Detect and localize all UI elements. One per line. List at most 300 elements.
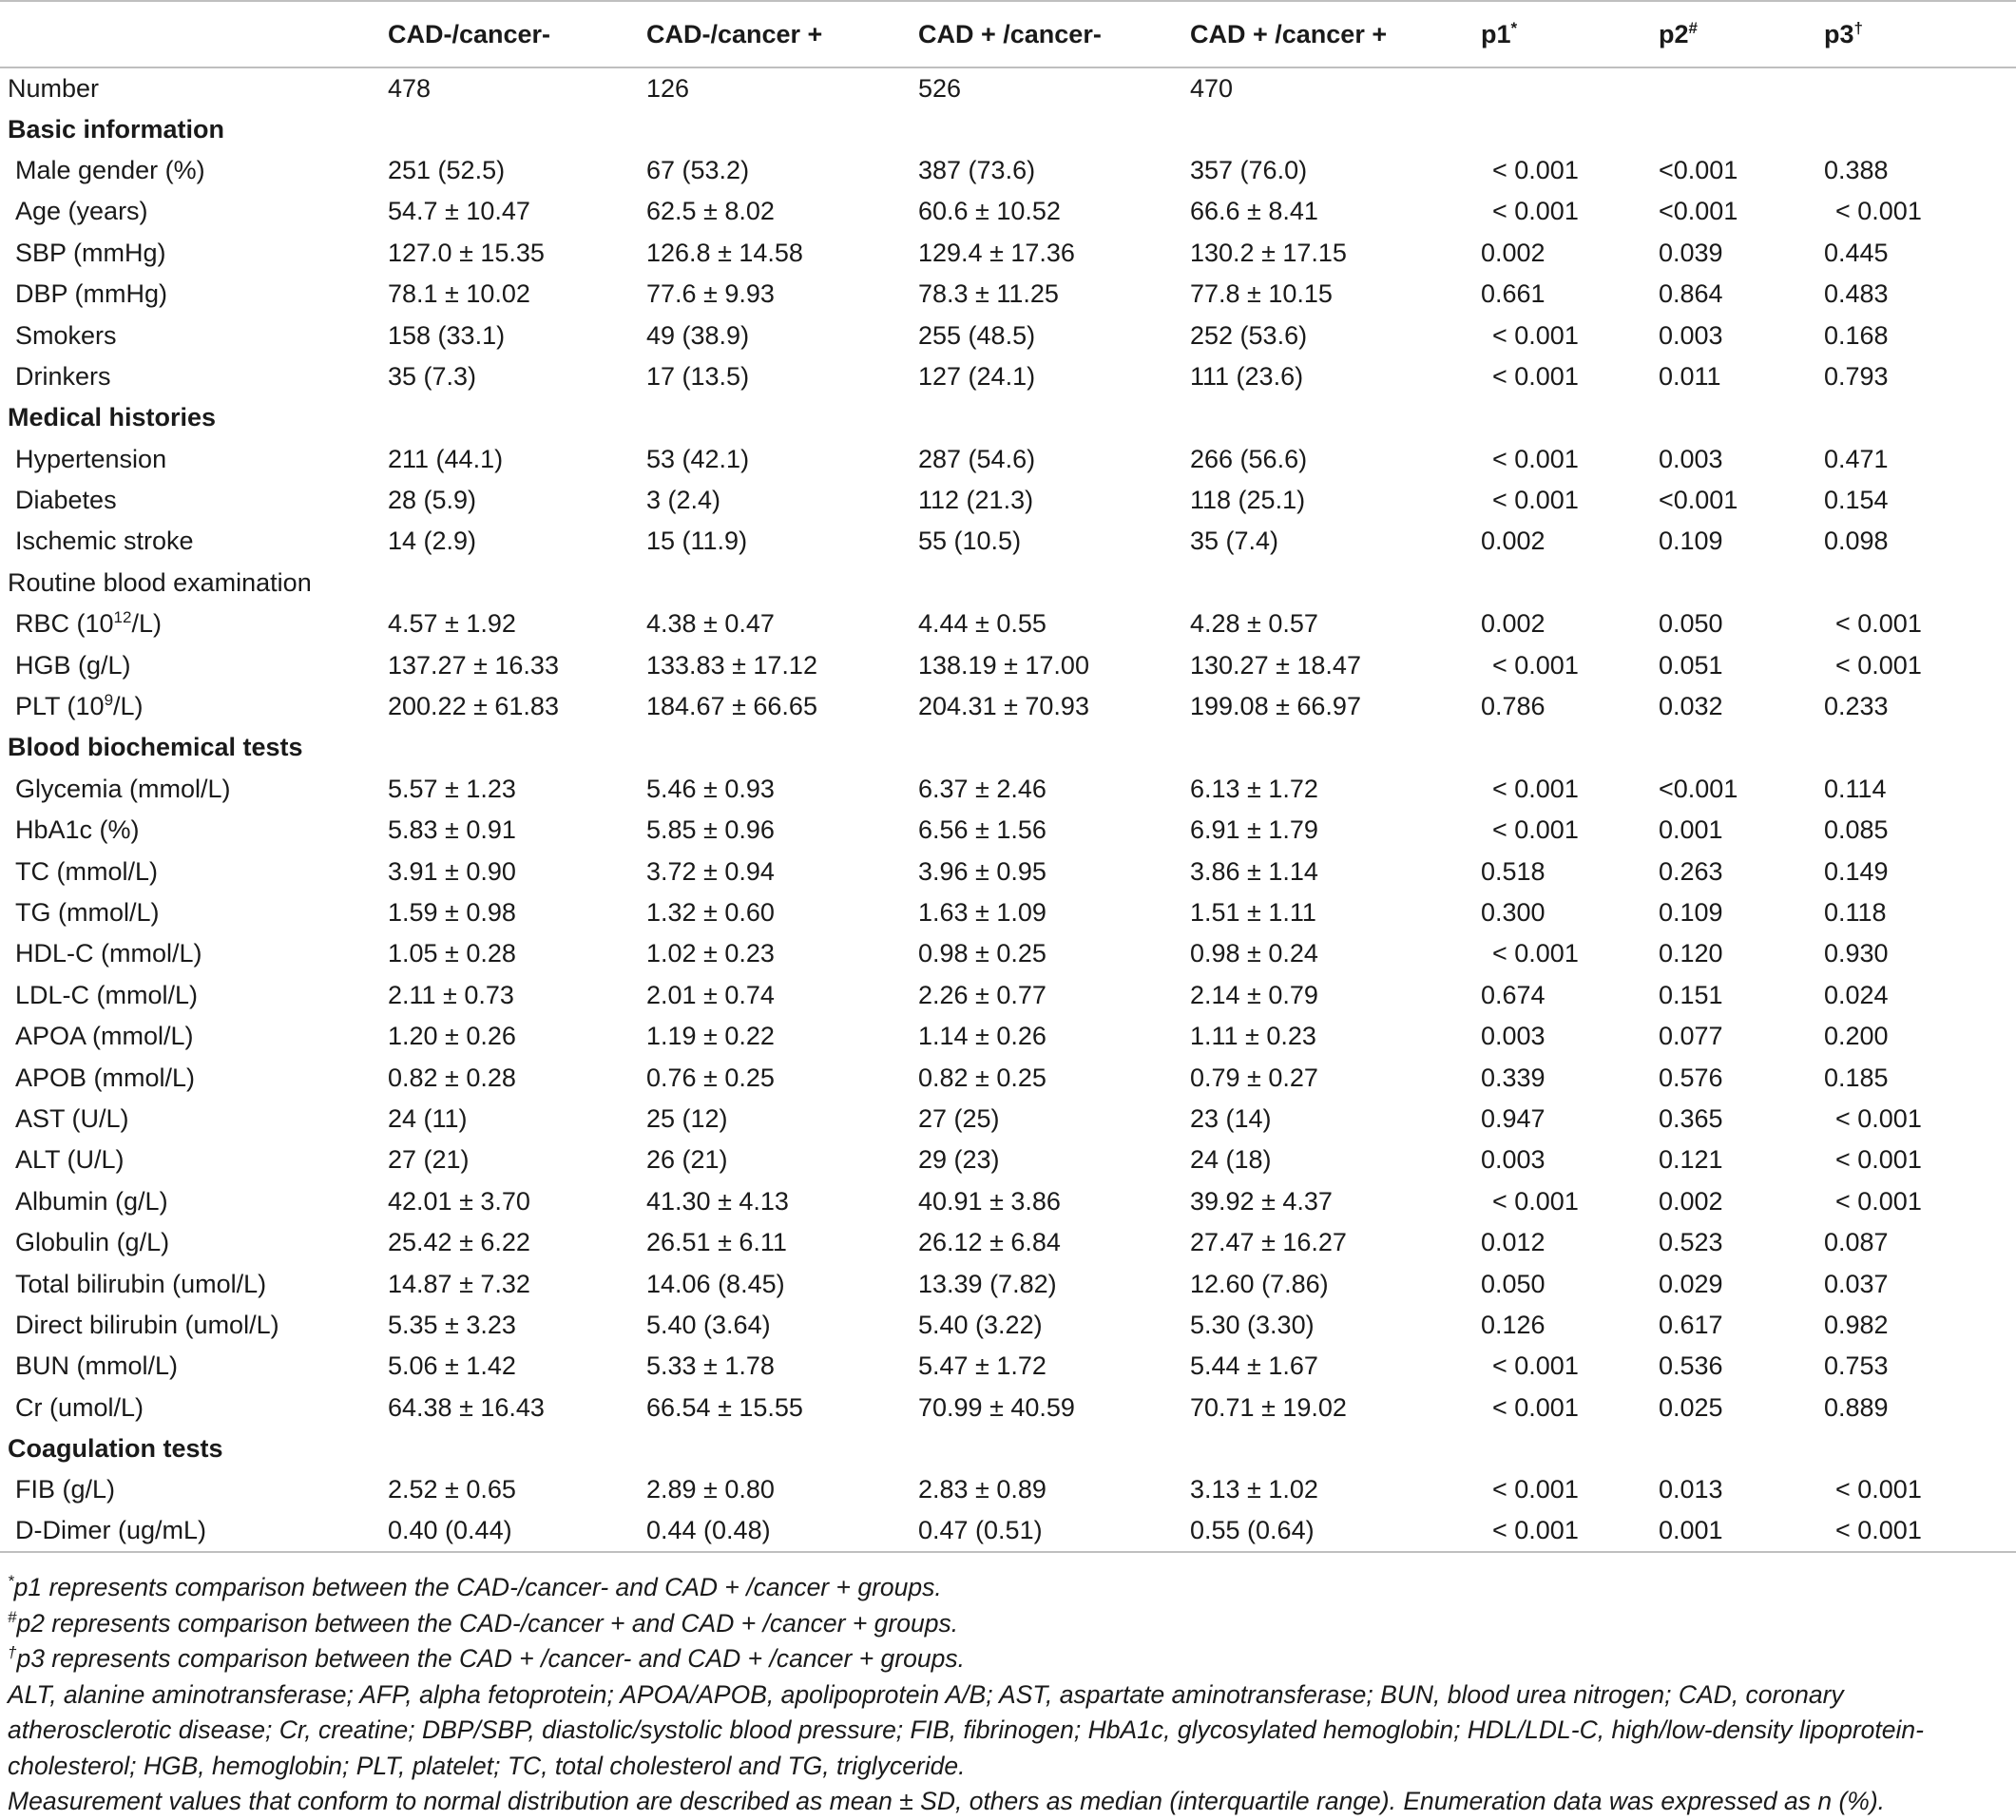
cell-cad-pos-cancer-pos: 0.55 (0.64) — [1190, 1511, 1481, 1552]
cell-p3: 0.185 — [1824, 1063, 1889, 1092]
cell-cad-pos-cancer-neg: 387 (73.6) — [918, 155, 1036, 184]
cell-cad-pos-cancer-pos: 35 (7.4) — [1190, 527, 1279, 556]
cell-p2: 0.576 — [1659, 1063, 1723, 1092]
cell-cad-pos-cancer-pos: 199.08 ± 66.97 — [1190, 692, 1361, 721]
row-label: APOB (mmol/L) — [15, 1063, 196, 1092]
cell-p3: 0.793 — [1824, 361, 1889, 391]
row-label: LDL-C (mmol/L) — [15, 980, 199, 1009]
cell-cad-pos-cancer-neg: 0.98 ± 0.25 — [918, 939, 1046, 968]
cell-cad-neg-cancer-pos: 0.76 ± 0.25 — [646, 1063, 775, 1092]
cell-p1: < 0.001 — [1492, 155, 1579, 184]
cell-p3: 0.388 — [1824, 155, 1889, 184]
cell-cad-neg-cancer-neg: 5.57 ± 1.23 — [388, 774, 516, 803]
cell-p3: 0.471 — [1824, 444, 1889, 473]
cell-p2 — [1659, 727, 1824, 768]
cell-cad-pos-cancer-neg: 29 (23) — [918, 1145, 1000, 1175]
cell-cad-pos-cancer-pos: 1.11 ± 0.23 — [1190, 1022, 1316, 1051]
cell-cad-neg-cancer-neg: 478 — [388, 73, 432, 103]
cell-cad-neg-cancer-neg: 1.05 ± 0.28 — [388, 939, 516, 968]
cell-cad-neg-cancer-pos: 25 (12) — [646, 1103, 728, 1133]
header-p1: p1* — [1481, 1, 1659, 67]
cell-cad-pos-cancer-pos: 0.79 ± 0.27 — [1190, 1063, 1318, 1092]
cell-p1: 0.012 — [1481, 1228, 1546, 1257]
cell-cad-neg-cancer-pos: 1.19 ± 0.22 — [646, 1022, 775, 1051]
cell-p1: 0.947 — [1481, 1103, 1546, 1133]
cell-cad-pos-cancer-neg: 60.6 ± 10.52 — [918, 197, 1061, 226]
cell-p1: 0.002 — [1481, 609, 1546, 639]
header-cad-pos-cancer-neg: CAD + /cancer- — [918, 1, 1190, 67]
cell-p3: < 0.001 — [1835, 650, 1922, 680]
cell-p3: 0.200 — [1824, 1022, 1889, 1051]
cell-p2: 0.002 — [1659, 1186, 1723, 1216]
cell-cad-pos-cancer-pos: 70.71 ± 19.02 — [1190, 1392, 1347, 1422]
cell-cad-pos-cancer-neg: 6.56 ± 1.56 — [918, 815, 1046, 845]
cell-cad-pos-cancer-pos: 3.13 ± 1.02 — [1190, 1475, 1318, 1504]
cell-p1: < 0.001 — [1492, 486, 1579, 515]
cell-p1: < 0.001 — [1492, 650, 1579, 680]
row-label: Hypertension — [15, 444, 167, 473]
cell-cad-pos-cancer-pos: 130.2 ± 17.15 — [1190, 238, 1347, 267]
footnote-p1: *p1 represents comparison between the CAD-/cancer- and CAD + /cancer + groups. — [8, 1572, 942, 1601]
cell-p1: < 0.001 — [1492, 1186, 1579, 1216]
cell-cad-pos-cancer-pos: 23 (14) — [1190, 1103, 1272, 1133]
table-row-albumin — [0, 1181, 2016, 1222]
table-row-number — [0, 67, 2016, 108]
cell-p2: <0.001 — [1659, 197, 1738, 226]
cell-cad-pos-cancer-neg: 204.31 ± 70.93 — [918, 692, 1089, 721]
cell-cad-pos-cancer-neg: 5.40 (3.22) — [918, 1310, 1043, 1339]
cell-cad-pos-cancer-pos: 252 (53.6) — [1190, 320, 1308, 350]
cell-p2: 0.003 — [1659, 320, 1723, 350]
cell-cad-neg-cancer-neg: 64.38 ± 16.43 — [388, 1392, 545, 1422]
cell-cad-neg-cancer-neg: 14 (2.9) — [388, 527, 477, 556]
row-label: Drinkers — [15, 361, 111, 391]
cell-p1 — [1481, 397, 1659, 438]
cell-cad-pos-cancer-neg — [918, 397, 1190, 438]
cell-cad-pos-cancer-neg: 26.12 ± 6.84 — [918, 1228, 1061, 1257]
cell-cad-neg-cancer-neg: 1.20 ± 0.26 — [388, 1022, 516, 1051]
cell-cad-pos-cancer-pos: 3.86 ± 1.14 — [1190, 856, 1318, 886]
cell-p1: 0.002 — [1481, 527, 1546, 556]
row-label: Globulin (g/L) — [15, 1228, 170, 1257]
cell-p3: < 0.001 — [1824, 1511, 2016, 1552]
section-row-basic — [0, 108, 2016, 149]
row-label: TC (mmol/L) — [15, 856, 158, 886]
cell-p3 — [1824, 108, 2016, 149]
cell-cad-neg-cancer-pos: 1.02 ± 0.23 — [646, 939, 775, 968]
cell-p1: < 0.001 — [1492, 320, 1579, 350]
cell-cad-pos-cancer-neg: 1.63 ± 1.09 — [918, 898, 1046, 927]
cell-cad-neg-cancer-pos: 3.72 ± 0.94 — [646, 856, 775, 886]
cell-p1 — [1481, 727, 1659, 768]
cell-p1: < 0.001 — [1492, 774, 1579, 803]
row-label: DBP (mmHg) — [15, 279, 168, 309]
cell-cad-neg-cancer-neg: 24 (11) — [388, 1103, 468, 1133]
cell-cad-pos-cancer-pos: 130.27 ± 18.47 — [1190, 650, 1361, 680]
table-row-sbp — [0, 233, 2016, 274]
footnote-measurement: Measurement values that conform to normal distribution are described as mean ± SD, others as median (interquartile range). Enumeration data was expressed as n (%). — [8, 1787, 1886, 1815]
row-label: ALT (U/L) — [15, 1145, 125, 1175]
row-label: Male gender (%) — [15, 155, 205, 184]
section-row-routine — [0, 563, 2016, 603]
cell-cad-neg-cancer-pos: 26 (21) — [646, 1145, 728, 1175]
cell-cad-pos-cancer-neg: 112 (21.3) — [918, 486, 1034, 515]
row-label: PLT $(10^9/L)$ — [15, 691, 144, 721]
cell-cad-pos-cancer-neg: 255 (48.5) — [918, 320, 1036, 350]
cell-cad-pos-cancer-pos: 66.6 ± 8.41 — [1190, 197, 1318, 226]
cell-p2: 0.523 — [1659, 1228, 1723, 1257]
cell-cad-pos-cancer-pos — [1190, 727, 1481, 768]
cell-cad-neg-cancer-neg — [388, 108, 646, 149]
table-row-apob — [0, 1057, 2016, 1098]
row-label: Routine blood examination — [8, 567, 312, 597]
cell-cad-neg-cancer-pos — [646, 727, 918, 768]
table-row-dbil — [0, 1305, 2016, 1346]
row-label: FIB (g/L) — [15, 1475, 116, 1504]
table-row-tbil — [0, 1263, 2016, 1304]
cell-p3 — [1824, 727, 2016, 768]
footnote-abbreviations: ALT, alanine aminotransferase; AFP, alpha fetoprotein; APOA/APOB, apolipoprotein A/B; AST, aspartate aminotransferase; BUN, blood urea nitrogen; CAD, coronary atherosclerotic disease; Cr, creatine; DBP/SBP, diastolic/systolic blood pressure; FIB, fibrinogen; HbA1c, glycosylated hemoglobin; HDL/LDL-C, high/low-density lipoprotein-cholesterol; HGB, hemoglobin; PLT, platelet; TC, total cholesterol and TG, triglyceride. — [8, 1679, 1924, 1780]
cell-cad-neg-cancer-neg: 78.1 ± 10.02 — [388, 279, 530, 309]
row-label: Direct bilirubin (umol/L) — [15, 1310, 279, 1339]
table-row-fib — [0, 1469, 2016, 1510]
cell-cad-pos-cancer-pos: 266 (56.6) — [1190, 444, 1308, 473]
cell-p3: 0.154 — [1824, 486, 1889, 515]
cell-p3: 0.098 — [1824, 527, 1889, 556]
cell-p3 — [1824, 563, 2016, 603]
cell-p1: 0.050 — [1481, 1269, 1546, 1298]
cell-p1: 0.126 — [1481, 1310, 1546, 1339]
table-row-hypertension — [0, 439, 2016, 480]
cell-p3: 0.168 — [1824, 320, 1889, 350]
cell-p3: 0.445 — [1824, 238, 1889, 267]
cell-cad-neg-cancer-pos — [646, 563, 918, 603]
cell-p1: < 0.001 — [1492, 361, 1579, 391]
cell-cad-neg-cancer-pos: 15 (11.9) — [646, 527, 748, 556]
cell-cad-neg-cancer-neg: 127.0 ± 15.35 — [388, 238, 545, 267]
cell-cad-neg-cancer-pos: 5.33 ± 1.78 — [646, 1351, 775, 1381]
cell-cad-pos-cancer-pos: 118 (25.1) — [1190, 486, 1306, 515]
row-label: Blood biochemical tests — [8, 733, 303, 762]
cell-cad-pos-cancer-pos: 39.92 ± 4.37 — [1190, 1186, 1333, 1216]
cell-cad-neg-cancer-pos: 5.40 (3.64) — [646, 1310, 771, 1339]
cell-cad-neg-cancer-pos: 14.06 (8.45) — [646, 1269, 785, 1298]
cell-p1 — [1481, 1428, 1659, 1469]
cell-cad-neg-cancer-neg: 1.59 ± 0.98 — [388, 898, 516, 927]
cell-cad-pos-cancer-pos: 2.14 ± 0.79 — [1190, 980, 1318, 1009]
cell-cad-pos-cancer-neg: 127 (24.1) — [918, 361, 1036, 391]
cell-cad-neg-cancer-pos: 5.85 ± 0.96 — [646, 815, 775, 845]
cell-cad-pos-cancer-pos — [1190, 563, 1481, 603]
cell-cad-pos-cancer-pos: 470 — [1190, 73, 1234, 103]
row-label: TG (mmol/L) — [15, 898, 160, 927]
cell-p2 — [1659, 563, 1824, 603]
header-row — [0, 1, 2016, 67]
header-p2: p2# — [1659, 1, 1824, 67]
cell-cad-pos-cancer-pos: 1.51 ± 1.11 — [1190, 898, 1316, 927]
cell-cad-pos-cancer-pos: 5.30 (3.30) — [1190, 1310, 1315, 1339]
cell-cad-pos-cancer-pos: 24 (18) — [1190, 1145, 1272, 1175]
cell-p2: 0.011 — [1659, 361, 1721, 391]
cell-p3: 0.233 — [1824, 692, 1889, 721]
table-row-plt — [0, 686, 2016, 727]
table-row-cr — [0, 1388, 2016, 1428]
row-label: Total bilirubin (umol/L) — [15, 1269, 267, 1298]
table-row-hba1c — [0, 810, 2016, 851]
cell-cad-pos-cancer-neg: 40.91 ± 3.86 — [918, 1186, 1061, 1216]
cell-cad-neg-cancer-neg: 0.82 ± 0.28 — [388, 1063, 516, 1092]
cell-cad-pos-cancer-pos: 6.13 ± 1.72 — [1190, 774, 1318, 803]
cell-p2: 0.013 — [1659, 1475, 1723, 1504]
cell-cad-neg-cancer-neg — [388, 727, 646, 768]
cell-p2: 0.001 — [1659, 1511, 1824, 1552]
cell-cad-pos-cancer-pos — [1190, 1428, 1481, 1469]
cell-p1: 0.518 — [1481, 856, 1546, 886]
cell-p3: 0.753 — [1824, 1351, 1889, 1381]
row-label: HDL-C (mmol/L) — [15, 939, 202, 968]
row-label: Cr (umol/L) — [15, 1392, 144, 1422]
cell-cad-pos-cancer-neg: 0.82 ± 0.25 — [918, 1063, 1046, 1092]
cell-cad-pos-cancer-neg: 78.3 ± 11.25 — [918, 279, 1059, 309]
cell-p2: 0.120 — [1659, 939, 1723, 968]
cell-cad-neg-cancer-neg: 3.91 ± 0.90 — [388, 856, 516, 886]
row-label: HGB (g/L) — [15, 650, 131, 680]
cell-p3: 0.037 — [1824, 1269, 1889, 1298]
table-row-smokers — [0, 315, 2016, 355]
cell-cad-pos-cancer-neg: 3.96 ± 0.95 — [918, 856, 1046, 886]
cell-cad-neg-cancer-pos: 126 — [646, 73, 690, 103]
cell-cad-neg-cancer-pos: 5.46 ± 0.93 — [646, 774, 775, 803]
cell-p3: < 0.001 — [1835, 609, 1922, 639]
row-label: Diabetes — [15, 486, 117, 515]
cell-p2: 0.864 — [1659, 279, 1723, 309]
cell-cad-neg-cancer-pos: 49 (38.9) — [646, 320, 750, 350]
table-row-alt — [0, 1140, 2016, 1180]
row-label: APOA (mmol/L) — [15, 1022, 194, 1051]
cell-p1 — [1481, 563, 1659, 603]
cell-cad-neg-cancer-pos: 17 (13.5) — [646, 361, 750, 391]
cell-p3: 0.118 — [1824, 898, 1887, 927]
cell-cad-neg-cancer-pos: 77.6 ± 9.93 — [646, 279, 775, 309]
row-label: D-Dimer (ug/mL) — [0, 1511, 388, 1552]
table-row-tc — [0, 851, 2016, 891]
cell-cad-pos-cancer-pos: 6.91 ± 1.79 — [1190, 815, 1318, 845]
cell-p2: 0.077 — [1659, 1022, 1723, 1051]
cell-cad-pos-cancer-pos: 357 (76.0) — [1190, 155, 1308, 184]
cell-p3 — [1824, 1428, 2016, 1469]
cell-p1: 0.300 — [1481, 898, 1546, 927]
cell-p3: 0.087 — [1824, 1228, 1889, 1257]
table-row-apoa — [0, 1016, 2016, 1057]
cell-cad-pos-cancer-neg: 1.14 ± 0.26 — [918, 1022, 1046, 1051]
cell-p2: 0.617 — [1659, 1310, 1723, 1339]
footnote-p3: †p3 represents comparison between the CAD + /cancer- and CAD + /cancer + groups. — [8, 1643, 965, 1673]
table-row-globulin — [0, 1222, 2016, 1263]
cell-cad-pos-cancer-pos: 5.44 ± 1.67 — [1190, 1351, 1318, 1381]
cell-p2: 0.365 — [1659, 1103, 1723, 1133]
cell-p1: 0.661 — [1481, 279, 1546, 309]
row-label: Medical histories — [8, 403, 217, 432]
row-label: RBC $(10^{12}/L)$ — [15, 608, 162, 639]
table-row-diabetes — [0, 480, 2016, 521]
cell-p3: 0.889 — [1824, 1392, 1889, 1422]
cell-p2: 0.003 — [1659, 444, 1723, 473]
cell-cad-neg-cancer-pos — [646, 397, 918, 438]
row-label: Albumin (g/L) — [15, 1186, 168, 1216]
row-label: Number — [8, 73, 100, 103]
cell-cad-pos-cancer-neg — [918, 727, 1190, 768]
cell-cad-pos-cancer-neg: 13.39 (7.82) — [918, 1269, 1057, 1298]
table-row-tg — [0, 892, 2016, 933]
cell-p3: < 0.001 — [1835, 1475, 1922, 1504]
row-label: AST (U/L) — [15, 1103, 129, 1133]
cell-cad-neg-cancer-pos: 184.67 ± 66.65 — [646, 692, 817, 721]
cell-p2: <0.001 — [1659, 774, 1738, 803]
table-row-ldl — [0, 975, 2016, 1016]
cell-p3: 0.024 — [1824, 980, 1889, 1009]
cell-p1: 0.003 — [1481, 1022, 1546, 1051]
table-row-bun — [0, 1346, 2016, 1387]
footnote-p2: #p2 represents comparison between the CAD-/cancer + and CAD + /cancer + groups. — [8, 1607, 959, 1638]
cell-cad-neg-cancer-pos: 66.54 ± 15.55 — [646, 1392, 803, 1422]
cell-cad-neg-cancer-neg: 5.06 ± 1.42 — [388, 1351, 516, 1381]
cell-p3: < 0.001 — [1835, 1145, 1922, 1175]
section-row-coag — [0, 1428, 2016, 1469]
cell-p1: < 0.001 — [1492, 197, 1579, 226]
cell-cad-pos-cancer-pos: 4.28 ± 0.57 — [1190, 609, 1318, 639]
cell-cad-neg-cancer-neg: 27 (21) — [388, 1145, 470, 1175]
cell-p2: 0.025 — [1659, 1392, 1723, 1422]
cell-cad-neg-cancer-pos: 4.38 ± 0.47 — [646, 609, 775, 639]
cell-p3: 0.483 — [1824, 279, 1889, 309]
cell-p2 — [1659, 67, 1824, 108]
row-label: Smokers — [15, 320, 117, 350]
table-row-drinkers — [0, 356, 2016, 397]
cell-p3: < 0.001 — [1835, 197, 1922, 226]
cell-p1: 0.002 — [1481, 238, 1546, 267]
table-row-ddimer — [0, 1511, 2016, 1552]
cell-p1: < 0.001 — [1492, 939, 1579, 968]
cell-cad-neg-cancer-neg — [388, 1428, 646, 1469]
table-row-dbp — [0, 274, 2016, 315]
cell-cad-neg-cancer-neg: 137.27 ± 16.33 — [388, 650, 559, 680]
cell-p2: <0.001 — [1659, 155, 1738, 184]
cell-cad-pos-cancer-neg: 287 (54.6) — [918, 444, 1036, 473]
cell-cad-neg-cancer-pos: 133.83 ± 17.12 — [646, 650, 817, 680]
cell-cad-neg-cancer-neg: 54.7 ± 10.47 — [388, 197, 530, 226]
table-row-glycemia — [0, 769, 2016, 810]
cell-cad-neg-cancer-neg — [388, 397, 646, 438]
row-label: HbA1c (%) — [15, 815, 140, 845]
cell-cad-neg-cancer-neg: 14.87 ± 7.32 — [388, 1269, 530, 1298]
cell-cad-pos-cancer-neg: 526 — [918, 73, 962, 103]
cell-cad-neg-cancer-neg: 158 (33.1) — [388, 320, 506, 350]
table-row-age — [0, 191, 2016, 232]
section-row-biochem — [0, 727, 2016, 768]
table-row-hgb — [0, 644, 2016, 685]
cell-cad-neg-cancer-neg: 0.40 (0.44) — [388, 1511, 646, 1552]
cell-cad-pos-cancer-pos — [1190, 397, 1481, 438]
header-cad-pos-cancer-pos: CAD + /cancer + — [1190, 1, 1481, 67]
cell-p2: 0.536 — [1659, 1351, 1723, 1381]
cell-cad-neg-cancer-pos: 3 (2.4) — [646, 486, 721, 515]
cell-cad-neg-cancer-neg: 251 (52.5) — [388, 155, 506, 184]
row-label: Basic information — [8, 114, 225, 144]
cell-p2: 0.109 — [1659, 898, 1723, 927]
table-row-rbc — [0, 603, 2016, 644]
cell-cad-neg-cancer-pos: 2.89 ± 0.80 — [646, 1475, 775, 1504]
cell-p2 — [1659, 1428, 1824, 1469]
cell-cad-pos-cancer-pos — [1190, 108, 1481, 149]
cell-cad-pos-cancer-pos: 0.98 ± 0.24 — [1190, 939, 1318, 968]
table-row-ast — [0, 1099, 2016, 1140]
cell-p1: < 0.001 — [1492, 1392, 1579, 1422]
row-label: Coagulation tests — [8, 1434, 223, 1464]
cell-p1: < 0.001 — [1492, 815, 1579, 845]
cell-p2: 0.050 — [1659, 609, 1723, 639]
cell-cad-neg-cancer-neg: 28 (5.9) — [388, 486, 477, 515]
cell-p3: 0.114 — [1824, 774, 1887, 803]
cell-p2: 0.121 — [1659, 1145, 1723, 1175]
cell-cad-pos-cancer-neg: 6.37 ± 2.46 — [918, 774, 1046, 803]
cell-cad-neg-cancer-neg: 5.35 ± 3.23 — [388, 1310, 516, 1339]
cell-p2: 0.001 — [1659, 815, 1723, 845]
cell-p2: 0.032 — [1659, 692, 1723, 721]
header-p3: p3† — [1824, 1, 2016, 67]
cell-p2: 0.029 — [1659, 1269, 1723, 1298]
cell-cad-neg-cancer-neg: 42.01 ± 3.70 — [388, 1186, 530, 1216]
row-label: Ischemic stroke — [15, 527, 194, 556]
cell-cad-neg-cancer-neg: 2.11 ± 0.73 — [388, 980, 514, 1009]
cell-cad-neg-cancer-neg: 25.42 ± 6.22 — [388, 1228, 530, 1257]
cell-cad-pos-cancer-pos: 12.60 (7.86) — [1190, 1269, 1329, 1298]
row-label: Glycemia (mmol/L) — [15, 774, 231, 803]
table-footnotes — [8, 1570, 2008, 1820]
cell-p2: 0.051 — [1659, 650, 1723, 680]
cell-p1: 0.003 — [1481, 1145, 1546, 1175]
cell-p1: 0.339 — [1481, 1063, 1546, 1092]
cell-cad-pos-cancer-neg — [918, 1428, 1190, 1469]
cell-p3: 0.930 — [1824, 939, 1889, 968]
cell-cad-neg-cancer-neg: 4.57 ± 1.92 — [388, 609, 516, 639]
cell-p1: < 0.001 — [1492, 1475, 1579, 1504]
cell-p3: 0.149 — [1824, 856, 1889, 886]
cell-cad-neg-cancer-neg: 35 (7.3) — [388, 361, 477, 391]
cell-p2: 0.109 — [1659, 527, 1723, 556]
table-row-hdl — [0, 933, 2016, 974]
header-cad-neg-cancer-neg: CAD-/cancer- — [388, 1, 646, 67]
cell-cad-neg-cancer-neg: 211 (44.1) — [388, 444, 504, 473]
cell-p1 — [1481, 108, 1659, 149]
cell-p1 — [1481, 67, 1659, 108]
cell-cad-pos-cancer-neg: 55 (10.5) — [918, 527, 1022, 556]
cell-cad-neg-cancer-neg: 200.22 ± 61.83 — [388, 692, 559, 721]
cell-cad-neg-cancer-neg: 2.52 ± 0.65 — [388, 1475, 516, 1504]
cell-p2: 0.151 — [1659, 980, 1723, 1009]
cell-cad-pos-cancer-neg: 0.47 (0.51) — [918, 1511, 1190, 1552]
cell-p3 — [1824, 67, 2016, 108]
cell-cad-neg-cancer-pos: 26.51 ± 6.11 — [646, 1228, 787, 1257]
row-label: Age (years) — [15, 197, 148, 226]
cell-cad-neg-cancer-pos — [646, 1428, 918, 1469]
cell-cad-pos-cancer-pos: 111 (23.6) — [1190, 361, 1304, 391]
header-stub — [0, 1, 388, 67]
cell-p3: 0.085 — [1824, 815, 1889, 845]
cell-cad-pos-cancer-neg: 2.26 ± 0.77 — [918, 980, 1046, 1009]
cell-p3 — [1824, 397, 2016, 438]
cell-cad-pos-cancer-neg: 138.19 ± 17.00 — [918, 650, 1089, 680]
cell-cad-neg-cancer-neg — [388, 563, 646, 603]
